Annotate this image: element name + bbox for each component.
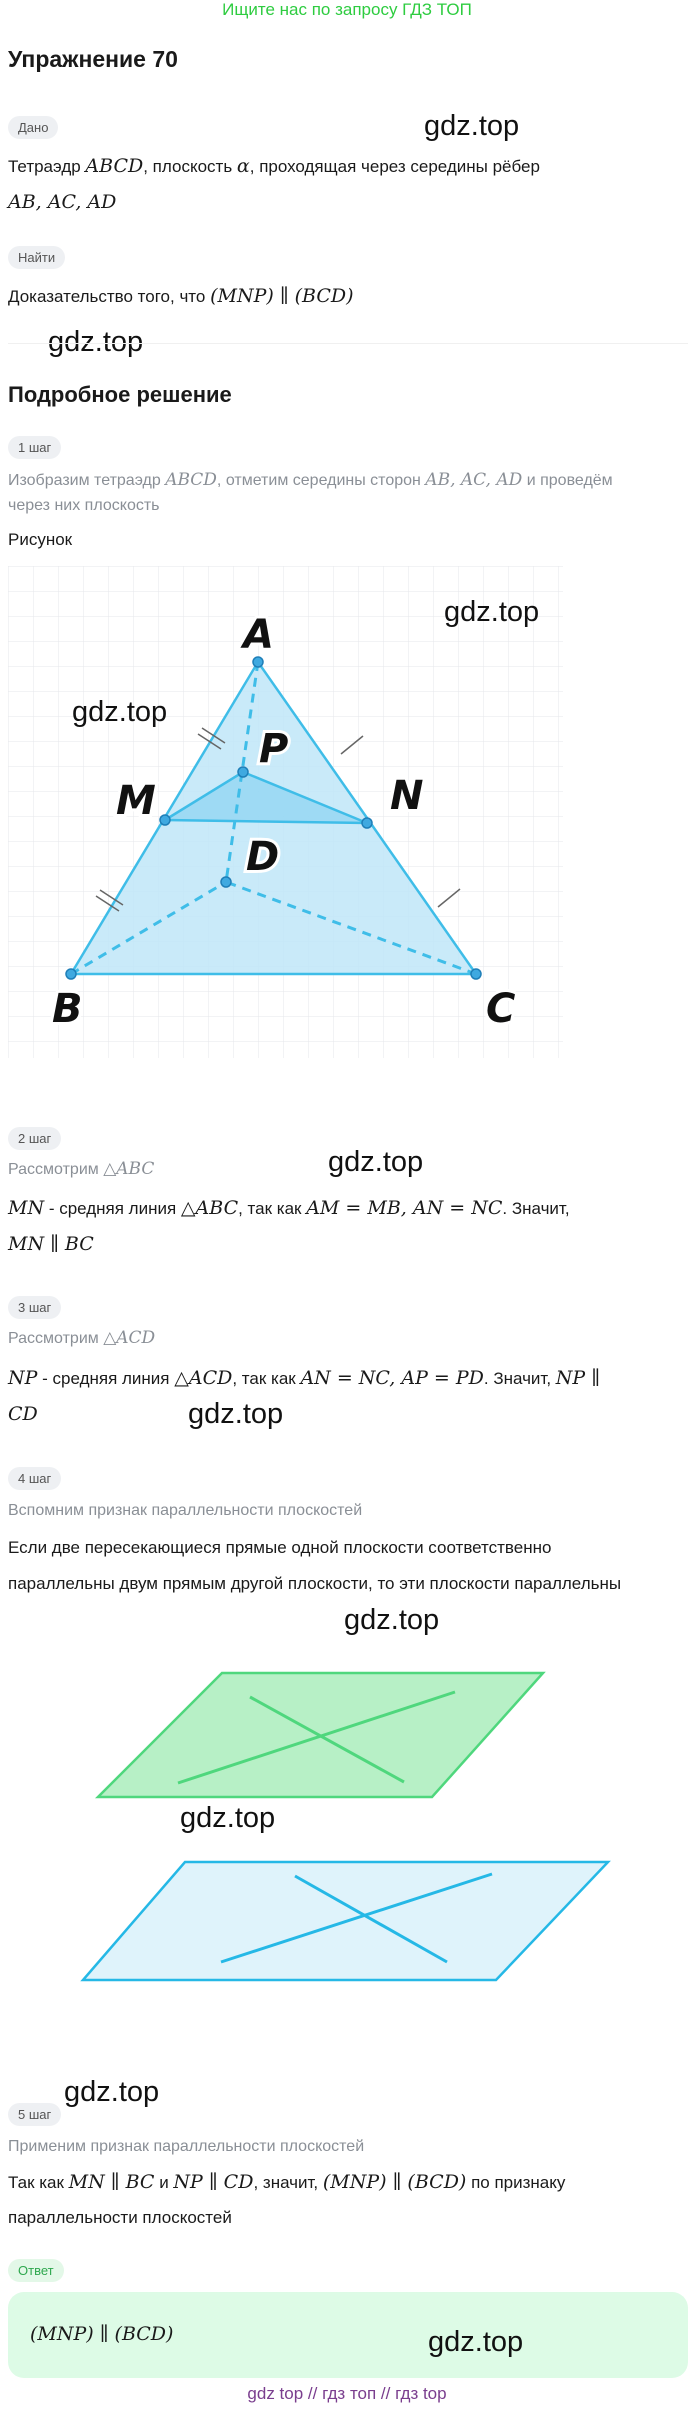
step2-text-part: - средняя линия (44, 1199, 181, 1218)
math-mn-parallel-bc: MN ∥ BC (8, 1233, 94, 1255)
math-mn: MN (8, 1197, 45, 1219)
math-equalities: AN = NC, AP = PD (300, 1367, 484, 1389)
math-triangle-acd: △ACD (174, 1367, 233, 1389)
step5-text (8, 2164, 688, 2201)
footer-links[interactable]: gdz top // гдз топ // гдз top (247, 2384, 447, 2403)
math-np-parallel-cd: NP ∥ CD (173, 2171, 254, 2193)
step1-text-line2: через них плоскость (8, 497, 160, 514)
step2-badge: 2 шаг (8, 1127, 61, 1150)
watermark: gdz.top (188, 1398, 284, 1430)
answer-section (8, 2259, 64, 2282)
label-a: A (243, 612, 274, 658)
step5-text-part: Так как (8, 2173, 69, 2192)
step3-conclusion (8, 1396, 38, 1433)
top-search-link[interactable]: Ищите нас по запросу ГДЗ ТОП (222, 0, 472, 19)
step4-lead: Вспомним признак параллельности плоскостей (8, 1502, 363, 1519)
math-plane: α (236, 155, 250, 177)
math-np: NP (8, 1367, 38, 1389)
math-tetrahedron: ABCD (165, 470, 217, 490)
step5-badge: 5 шаг (8, 2103, 61, 2126)
watermark: gdz.top (180, 1802, 276, 1834)
step1-section (8, 436, 61, 459)
step5-text-part: , значит, (253, 2173, 323, 2192)
step4-line2: параллельны двум прямым другой плоскости, то эти плоскости параллельны (8, 1574, 622, 1593)
step5-text-part: по признаку (466, 2173, 566, 2192)
math-triangle-abc: △ABC (180, 1197, 239, 1219)
math-equalities: AM = MB, AN = NC (306, 1197, 503, 1219)
math-answer: (MNP) ∥ (BCD) (30, 2323, 174, 2345)
math-triangle-abc: △ABC (103, 1159, 155, 1179)
step5-section (8, 2103, 61, 2126)
watermark: gdz.top (48, 326, 144, 358)
step4-section (8, 1467, 61, 1490)
given-section (8, 116, 58, 139)
watermark: gdz.top (428, 2326, 524, 2358)
label-m: M (116, 778, 156, 824)
step3-text (8, 1360, 694, 1397)
step1-badge: 1 шаг (8, 436, 61, 459)
label-n: N (390, 773, 424, 819)
label-c: C (486, 986, 516, 1032)
parallel-planes-figure (0, 1650, 694, 1995)
math-np-parallel: NP ∥ (555, 1367, 601, 1389)
math-triangle-acd: △ACD (103, 1328, 156, 1348)
math-goal: (MNP) ∥ (BCD) (210, 285, 354, 307)
step2-text-part: , так как (238, 1199, 307, 1218)
step3-section (8, 1296, 61, 1319)
step2-text (8, 1190, 688, 1227)
given-text-part: , плоскость (143, 157, 237, 176)
step5-lead: Применим признак параллельности плоскостей (8, 2138, 365, 2155)
step5-text-part: и (154, 2173, 174, 2192)
watermark: gdz.top (424, 110, 520, 142)
given-badge: Дано (8, 116, 58, 139)
step3-text-part: . Значит, (483, 1369, 556, 1388)
watermark: gdz.top (344, 1604, 440, 1636)
math-tetrahedron: ABCD (85, 155, 144, 177)
step2-lead (8, 1156, 154, 1183)
label-d: D (246, 834, 280, 880)
step4-line1: Если две пересекающиеся прямые одной плоскости соответственно (8, 1538, 552, 1557)
find-section (8, 246, 65, 269)
math-mn-parallel-bc: MN ∥ BC (68, 2171, 155, 2193)
divider (8, 343, 688, 344)
find-badge: Найти (8, 246, 65, 269)
math-cd: CD (8, 1403, 38, 1425)
watermark: gdz.top (444, 596, 540, 628)
step2-lead-text: Рассмотрим (8, 1161, 104, 1178)
given-text-part: , проходящая через середины рёбер (249, 157, 540, 176)
step3-lead (8, 1325, 155, 1352)
math-edges: AB, AC, AD (425, 470, 523, 490)
figure-label: Рисунок (8, 530, 73, 549)
math-goal: (MNP) ∥ (BCD) (322, 2171, 467, 2193)
page-title: Упражнение 70 (8, 46, 178, 72)
given-text (8, 148, 688, 185)
label-b: B (52, 986, 83, 1032)
answer-text (30, 2316, 173, 2353)
find-text (8, 278, 354, 315)
step1-text-part: , отметим середины сторон (216, 472, 426, 489)
answer-badge: Ответ (8, 2259, 64, 2282)
given-edges (8, 184, 116, 221)
watermark: gdz.top (64, 2076, 160, 2108)
step4-badge: 4 шаг (8, 1467, 61, 1490)
step3-badge: 3 шаг (8, 1296, 61, 1319)
step3-text-part: - средняя линия (37, 1369, 175, 1388)
step3-lead-text: Рассмотрим (8, 1330, 104, 1347)
step1-text-part: Изобразим тетраэдр (8, 472, 166, 489)
step3-text-part: , так как (232, 1369, 301, 1388)
step5-line2: параллельности плоскостей (8, 2208, 232, 2227)
solution-title: Подробное решение (8, 382, 232, 407)
step1-text (8, 467, 688, 494)
step2-text-part: . Значит, (502, 1199, 570, 1218)
given-text-part: Тетраэдр (8, 157, 86, 176)
tetrahedron-figure (8, 566, 563, 1058)
step2-conclusion (8, 1226, 94, 1263)
label-p: P (259, 726, 289, 772)
step1-text-part: и проведём (522, 472, 613, 489)
watermark: gdz.top (72, 696, 168, 728)
math-edges: AB, AC, AD (8, 191, 117, 213)
watermark: gdz.top (328, 1146, 424, 1178)
step2-section (8, 1127, 61, 1150)
find-text-part: Доказательство того, что (8, 287, 211, 306)
